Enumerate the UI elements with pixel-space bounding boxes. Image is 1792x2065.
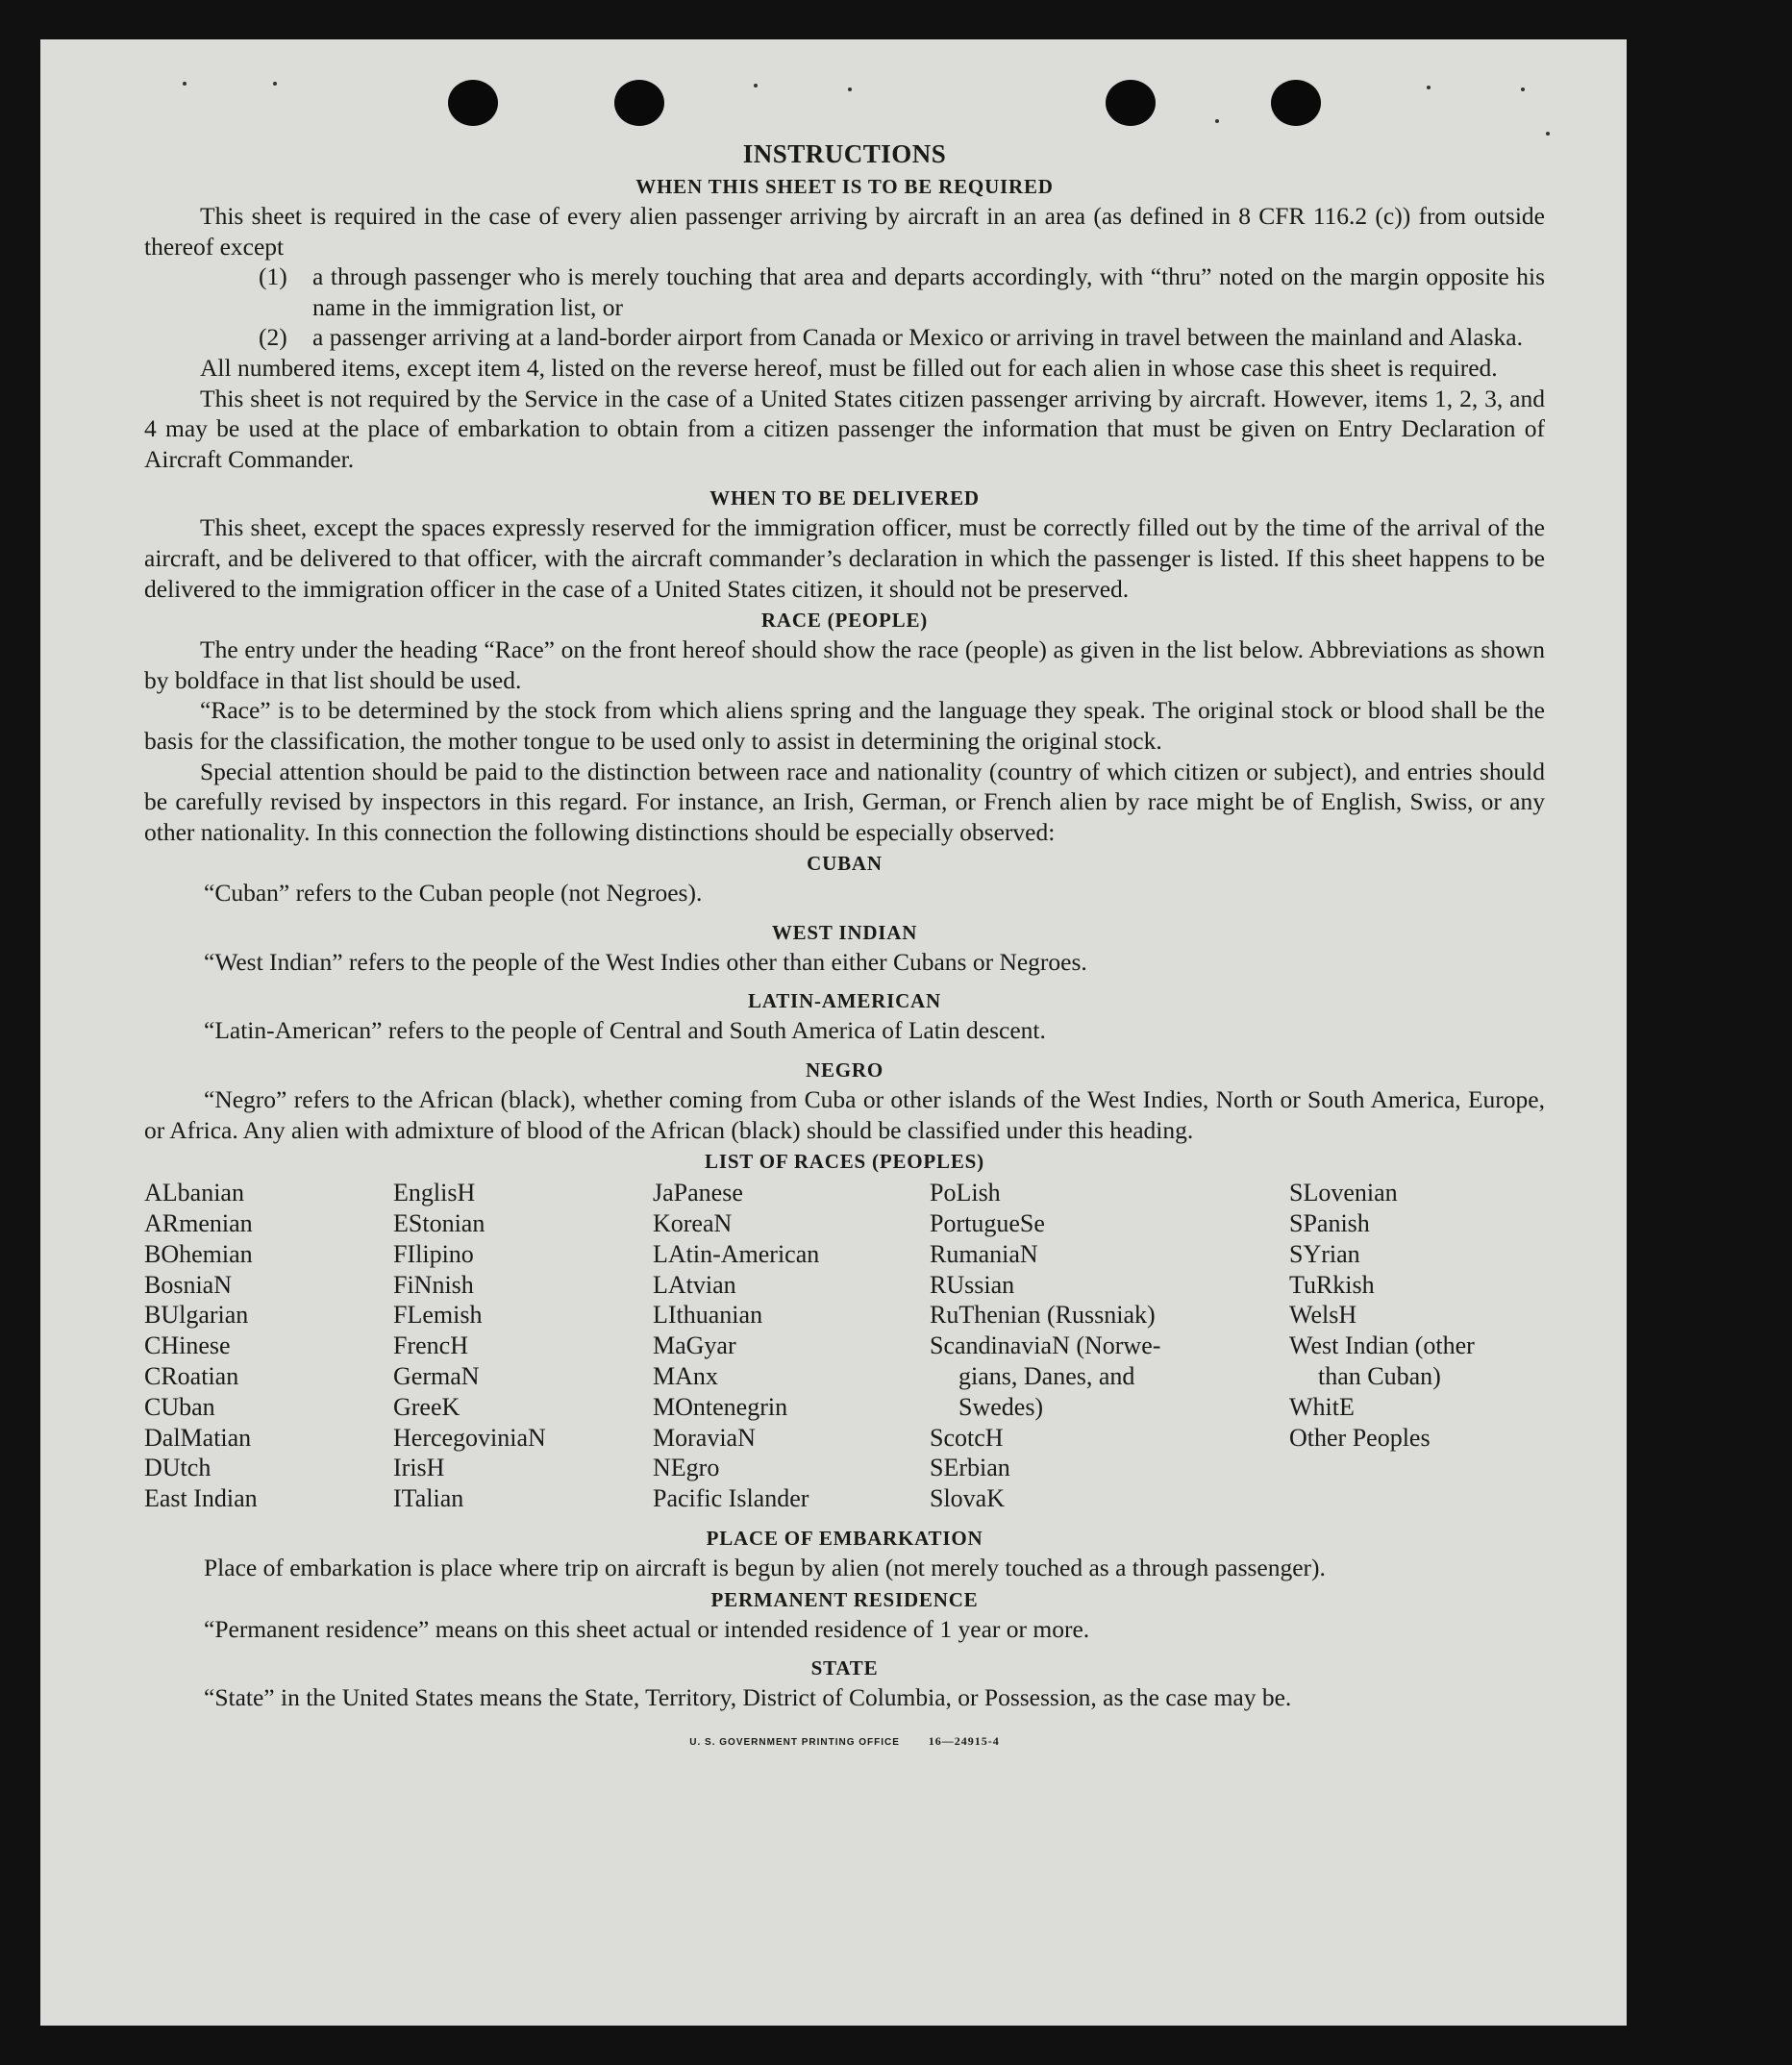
race-item: MaGyar <box>653 1331 736 1360</box>
paragraph: “Cuban” refers to the Cuban people (not Negroes). <box>204 879 703 908</box>
races-column <box>393 1178 653 1514</box>
paragraph: The entry under the heading “Race” on the front hereof should show the race (people) as given in the list below. Abbreviations as shown by boldface in that list should be used. <box>144 635 1545 694</box>
races-column <box>1289 1178 1545 1514</box>
race-item: PoLish <box>930 1179 1001 1207</box>
race-item: West Indian (other <box>1289 1331 1475 1360</box>
race-item: EnglisH <box>393 1179 476 1207</box>
race-item: SErbian <box>930 1454 1010 1482</box>
heading-list-of-races: LIST OF RACES (PEOPLES) <box>705 1150 984 1174</box>
race-item: DalMatian <box>144 1423 252 1452</box>
race-item: LIthuanian <box>653 1301 763 1330</box>
race-item: SlovaK <box>930 1484 1005 1513</box>
instructions-body <box>144 134 1545 1757</box>
printer-name: U. S. GOVERNMENT PRINTING OFFICE <box>689 1736 900 1748</box>
heading-cuban: CUBAN <box>807 852 883 876</box>
race-item: WelsH <box>1289 1301 1357 1330</box>
races-column <box>930 1178 1289 1514</box>
punch-hole <box>1106 80 1156 126</box>
race-item: East Indian <box>144 1484 258 1513</box>
race-item: FiNnish <box>393 1270 474 1299</box>
speck <box>1546 132 1550 136</box>
item-number: (2) <box>259 323 287 352</box>
speck <box>848 87 852 91</box>
item-number: (1) <box>259 262 287 291</box>
paragraph: “Permanent residence” means on this sheet actual or intended residence of 1 year or more. <box>204 1614 1090 1643</box>
race-item: CRoatian <box>144 1362 239 1391</box>
race-item: FIlipino <box>393 1239 474 1268</box>
race-item: ALbanian <box>144 1179 244 1207</box>
speck <box>1521 87 1525 91</box>
page-title: INSTRUCTIONS <box>742 139 947 168</box>
list-item <box>144 261 1545 322</box>
heading-embarkation: PLACE OF EMBARKATION <box>706 1527 983 1551</box>
race-item: MoraviaN <box>653 1423 756 1452</box>
speck <box>754 84 758 87</box>
race-item: ScandinaviaN (Norwe- <box>930 1331 1161 1360</box>
document-page <box>40 39 1627 2026</box>
race-item: DUtch <box>144 1454 212 1482</box>
paragraph: This sheet, except the spaces expressly reserved for the immigration officer, must be correctly filled out by the time of the arrival of the aircraft, and be delivered to that officer, with the aircraft commander’s declaration in which the passenger is listed. If this sheet happens to be delivered to the immigration officer in the case of a United States citizen, it should not be preserved. <box>144 513 1545 603</box>
race-item: than Cuban) <box>1318 1362 1441 1391</box>
race-item: GermaN <box>393 1362 480 1391</box>
race-item: LAtvian <box>653 1270 736 1299</box>
heading-residence: PERMANENT RESIDENCE <box>710 1587 979 1611</box>
race-item: RuThenian (Russniak) <box>930 1301 1156 1330</box>
speck <box>1215 119 1219 123</box>
race-item: TuRkish <box>1289 1270 1375 1299</box>
race-item: SLovenian <box>1289 1179 1398 1207</box>
race-item: LAtin-American <box>653 1239 820 1268</box>
race-item: CUban <box>144 1392 215 1421</box>
race-item: MAnx <box>653 1362 718 1391</box>
heading-west-indian: WEST INDIAN <box>771 920 918 944</box>
paragraph: Special attention should be paid to the distinction between race and nationality (country of which citizen or subject), and entries should be carefully revised by inspectors in this regard. For instance, an Irish, German, or French alien by race might be of English, Swiss, or any other nationality. In this connection the following distinctions should be especially observed: <box>144 757 1545 846</box>
form-code: 16—24915-4 <box>928 1733 1000 1748</box>
paragraph: Place of embarkation is place where trip on aircraft is begun by alien (not merely touched as a through passenger). <box>204 1554 1326 1582</box>
race-item: ITalian <box>393 1484 464 1513</box>
punch-hole <box>1271 80 1321 126</box>
race-item: JaPanese <box>653 1179 743 1207</box>
printer-imprint <box>144 1727 1545 1758</box>
race-item: FLemish <box>393 1301 483 1330</box>
race-item: KoreaN <box>653 1209 733 1238</box>
paragraph: All numbered items, except item 4, listed on the reverse hereof, must be filled out for each alien in whose case this sheet is required. <box>200 353 1498 382</box>
paragraph: “Race” is to be determined by the stock from which aliens spring and the language they speak. The original stock or blood shall be the basis for the classification, the mother tongue to be used only to assist in determining the original stock. <box>144 696 1545 755</box>
item-text: a through passenger who is merely touching that area and departs accordingly, with “thru” noted on the margin opposite his name in the immigration list, or <box>312 262 1545 321</box>
races-column <box>653 1178 930 1514</box>
race-item: ScotcH <box>930 1423 1004 1452</box>
race-item: SPanish <box>1289 1209 1370 1238</box>
punch-hole <box>614 80 664 126</box>
race-item: FrencH <box>393 1331 468 1360</box>
race-item: Other Peoples <box>1289 1423 1431 1452</box>
race-item: PortugueSe <box>930 1209 1045 1238</box>
paragraph: “Latin-American” refers to the people of Central and South America of Latin descent. <box>204 1016 1046 1045</box>
race-item: SYrian <box>1289 1239 1360 1268</box>
paragraph: “Negro” refers to the African (black), whether coming from Cuba or other islands of the West Indies, North or South America, Europe, or Africa. Any alien with admixture of blood of the African (black) should be classified under this heading. <box>144 1085 1545 1144</box>
race-item: BosniaN <box>144 1270 232 1299</box>
heading-when-delivered: WHEN TO BE DELIVERED <box>709 486 980 510</box>
race-item: HercegoviniaN <box>393 1423 546 1452</box>
paragraph: This sheet is required in the case of every alien passenger arriving by aircraft in an area (as defined in 8 CFR 116.2 (c)) from outside thereof except <box>144 202 1545 261</box>
heading-latin-american: LATIN-AMERICAN <box>748 989 941 1013</box>
speck <box>1427 86 1431 89</box>
race-item: Swedes) <box>958 1392 1044 1421</box>
race-item: WhitE <box>1289 1392 1355 1421</box>
heading-when-required: WHEN THIS SHEET IS TO BE REQUIRED <box>635 175 1054 198</box>
race-item: CHinese <box>144 1331 231 1360</box>
race-item: Pacific Islander <box>653 1484 809 1513</box>
paragraph: “State” in the United States means the State, Territory, District of Columbia, or Possession, as the case may be. <box>204 1683 1292 1712</box>
paragraph: “West Indian” refers to the people of the West Indies other than either Cubans or Negroes. <box>204 947 1087 976</box>
race-item: BUlgarian <box>144 1301 249 1330</box>
punch-hole <box>448 80 498 126</box>
race-item: RumaniaN <box>930 1239 1038 1268</box>
race-item: NEgro <box>653 1454 720 1482</box>
race-item: gians, Danes, and <box>958 1362 1135 1391</box>
speck <box>273 82 277 86</box>
races-column <box>144 1178 393 1514</box>
list-item <box>144 322 1545 353</box>
heading-state: STATE <box>810 1656 879 1680</box>
race-item: MOntenegrin <box>653 1392 788 1421</box>
races-list <box>144 1178 1545 1514</box>
race-item: IrisH <box>393 1454 445 1482</box>
race-item: EStonian <box>393 1209 485 1238</box>
paragraph: This sheet is not required by the Service in the case of a United States citizen passenger arriving by aircraft. However, items 1, 2, 3, and 4 may be used at the place of embarkation to obtain from a citizen passenger the information that must be given on Entry Declaration of Aircraft Commander. <box>144 384 1545 473</box>
speck <box>183 82 187 86</box>
race-item: ARmenian <box>144 1209 253 1238</box>
item-text: a passenger arriving at a land-border airport from Canada or Mexico or arriving in travel between the mainland and Alaska. <box>312 323 1523 352</box>
race-item: RUssian <box>930 1270 1015 1299</box>
race-item: BOhemian <box>144 1239 253 1268</box>
heading-negro: NEGRO <box>805 1058 884 1082</box>
heading-race: RACE (PEOPLE) <box>760 609 929 633</box>
race-item: GreeK <box>393 1392 460 1421</box>
